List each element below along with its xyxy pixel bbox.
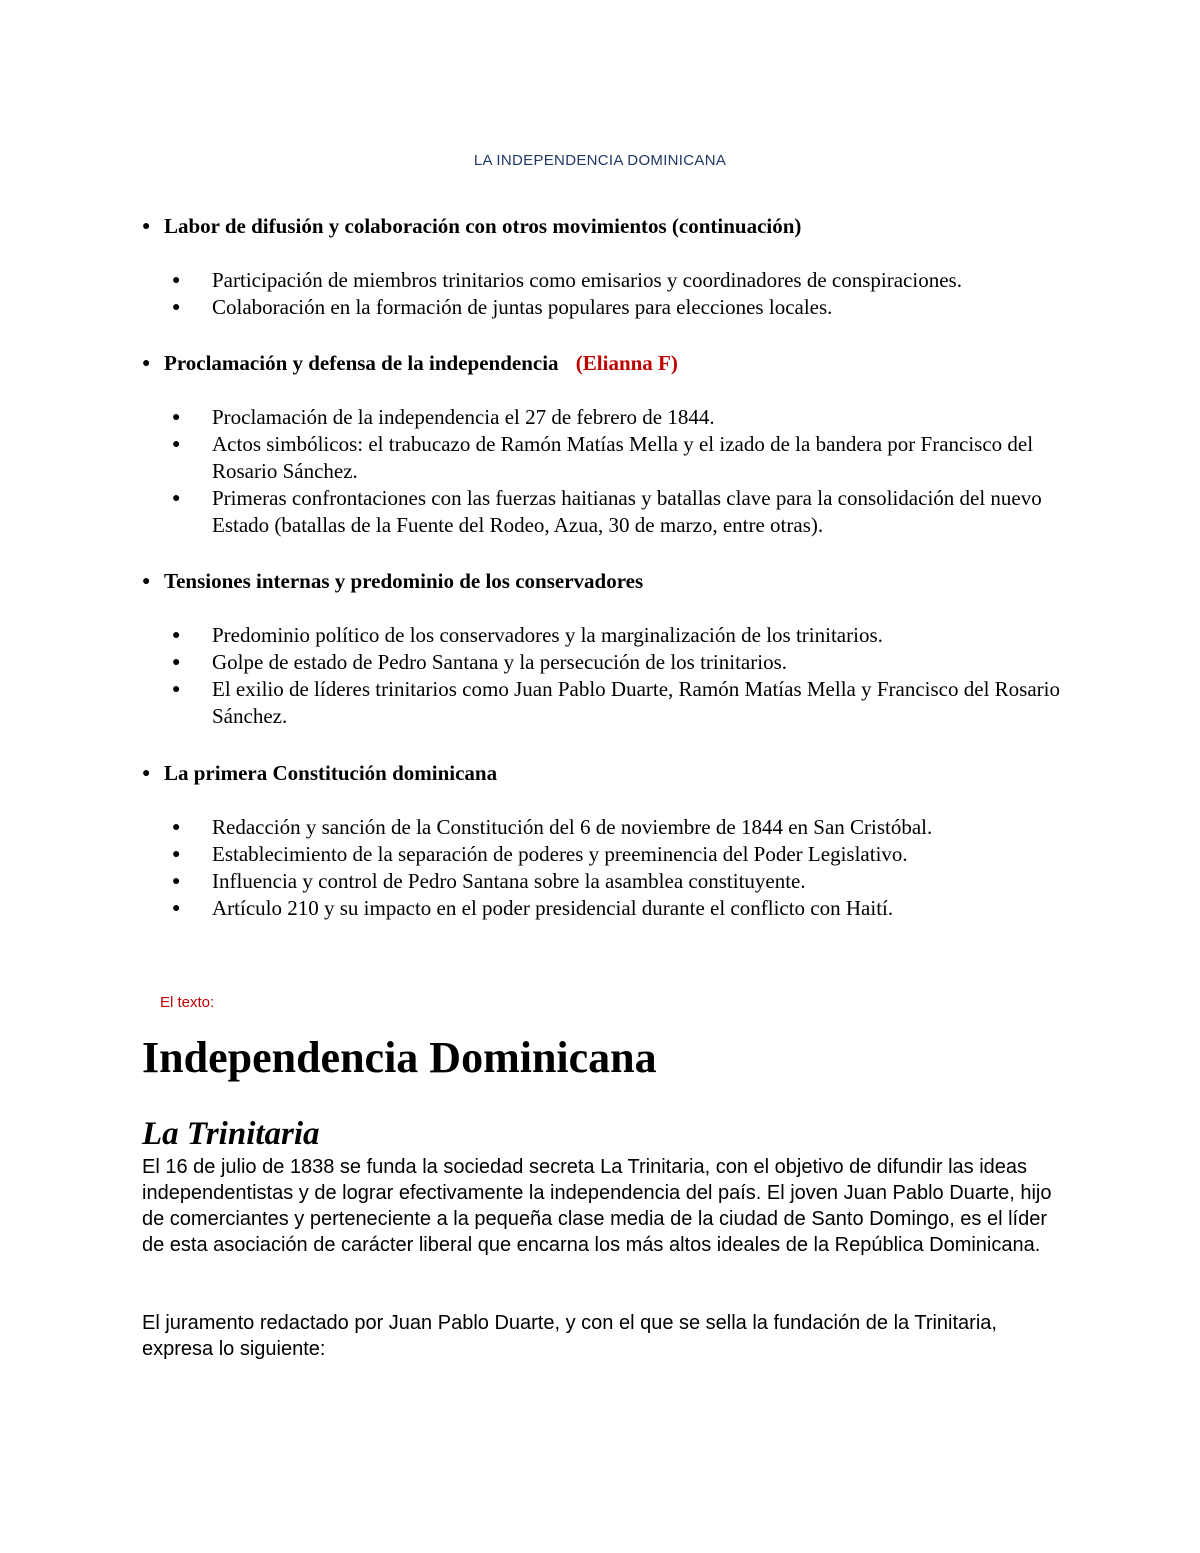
bullet-list: [142, 404, 1082, 539]
bullet-icon: ●: [172, 901, 181, 916]
section-heading: [142, 568, 1082, 595]
list-item: ● Redacción y sanción de la Constitución del 6 de noviembre de 1844 en San Cristóbal.: [172, 815, 933, 839]
list-item: ● Participación de miembros trinitarios como emisarios y coordinadores de conspiraciones.: [172, 268, 962, 292]
bullet-icon: ●: [172, 273, 181, 288]
section-constitucion: [142, 760, 1082, 922]
list-item: ● Artículo 210 y su impacto en el poder presidencial durante el conflicto con Haití.: [172, 896, 894, 920]
heading-text: La primera Constitución dominicana: [164, 761, 498, 785]
list-item: ● Predominio político de los conservadores y la marginalización de los trinitarios.: [172, 623, 883, 647]
bullet-list: [142, 814, 1082, 922]
author-note: (Elianna F): [575, 351, 678, 375]
section-heading: [142, 350, 1082, 377]
bullet-icon: ●: [172, 847, 181, 862]
list-item: ● Golpe de estado de Pedro Santana y la persecución de los trinitarios.: [172, 650, 787, 674]
bullet-list: [142, 622, 1082, 730]
paragraph: El 16 de julio de 1838 se funda la sociedad secreta La Trinitaria, con el objetivo de difundir las ideas independentistas y de lograr efectivamente la independencia del país. El joven Juan Pablo Duarte, hijo de comerciantes y perteneciente a la pequeña clase media de la ciudad de Santo Domingo, es el líder de esta asociación de carácter liberal que encarna los más altos ideales de la República Dominicana.: [142, 1156, 1052, 1256]
heading-text: Tensiones internas y predominio de los conservadores: [164, 569, 644, 593]
bullet-icon: ●: [142, 356, 151, 371]
bullet-icon: ●: [142, 574, 151, 589]
list-item: ● Influencia y control de Pedro Santana sobre la asamblea constituyente.: [172, 869, 806, 893]
bullet-icon: ●: [142, 219, 151, 234]
main-title: Independencia Dominicana: [142, 1033, 657, 1082]
list-item: ● Establecimiento de la separación de poderes y preeminencia del Poder Legislativo.: [172, 842, 908, 866]
bullet-icon: ●: [172, 628, 181, 643]
section-tensiones: [142, 568, 1082, 730]
section-heading: [142, 760, 1082, 787]
list-item: ● Colaboración en la formación de juntas populares para elecciones locales.: [172, 295, 833, 319]
heading-text: Proclamación y defensa de la independencia: [164, 351, 559, 375]
bullet-icon: ●: [172, 874, 181, 889]
bullet-icon: ●: [172, 300, 181, 315]
subtitle: La Trinitaria: [142, 1116, 320, 1152]
list-item: ● El exilio de líderes trinitarios como Juan Pablo Duarte, Ramón Matías Mella y Francisco del Rosario Sánchez.: [172, 677, 1060, 728]
bullet-icon: ●: [172, 437, 181, 452]
bullet-icon: ●: [172, 655, 181, 670]
bullet-icon: ●: [172, 820, 181, 835]
el-texto-label: El texto:: [160, 994, 215, 1011]
page-title: LA INDEPENDENCIA DOMINICANA: [473, 152, 727, 169]
list-item: ● Primeras confrontaciones con las fuerzas haitianas y batallas clave para la consolidación del nuevo Estado (batallas de la Fuente del Rodeo, Azua, 30 de marzo, entre otras).: [172, 486, 1042, 537]
paragraph: El juramento redactado por Juan Pablo Duarte, y con el que se sella la fundación de la Trinitaria, expresa lo siguiente:: [142, 1312, 997, 1360]
bullet-icon: ●: [142, 766, 151, 781]
section-heading: [142, 213, 1082, 240]
heading-text: Labor de difusión y colaboración con otros movimientos (continuación): [164, 214, 802, 238]
bullet-list: [142, 267, 1082, 321]
bullet-icon: ●: [172, 410, 181, 425]
bullet-icon: ●: [172, 682, 181, 697]
bullet-icon: ●: [172, 491, 181, 506]
section-proclamacion: [142, 350, 1082, 539]
section-labor-difusion: [142, 213, 1082, 321]
list-item: ● Actos simbólicos: el trabucazo de Ramón Matías Mella y el izado de la bandera por Francisco del Rosario Sánchez.: [172, 432, 1034, 483]
list-item: ● Proclamación de la independencia el 27 de febrero de 1844.: [172, 405, 715, 429]
